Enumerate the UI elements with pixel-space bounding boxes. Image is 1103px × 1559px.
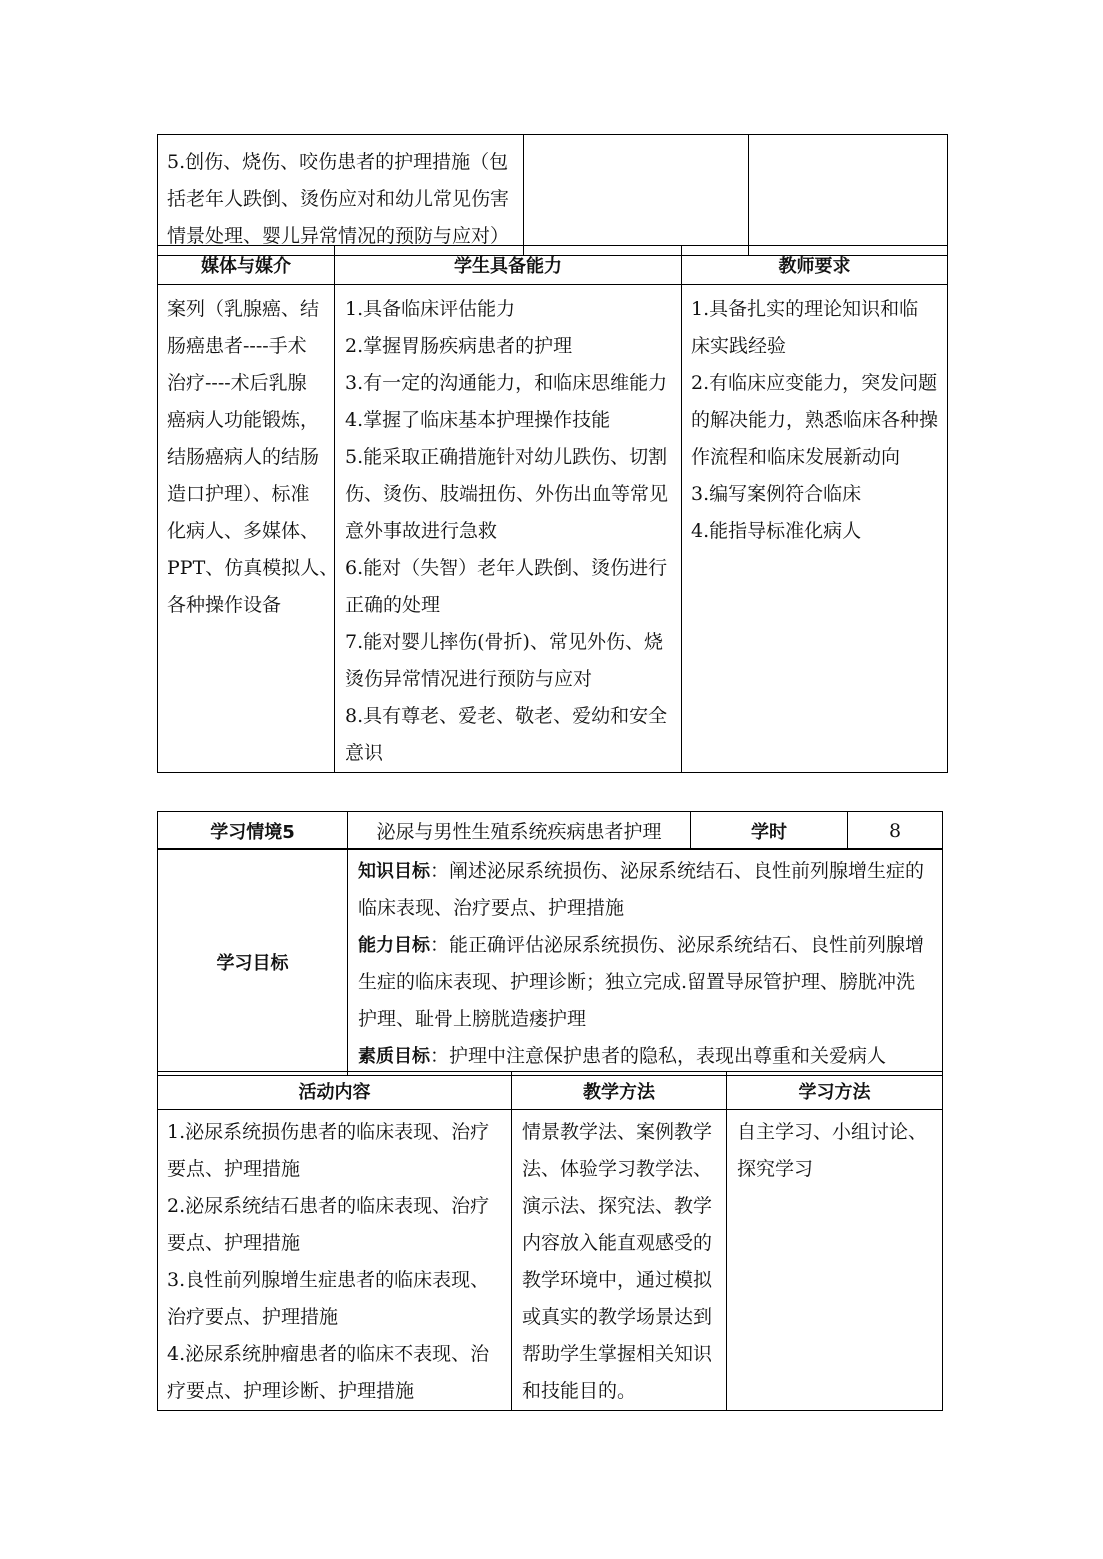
ability-line: 8.具有尊老、爱老、敬老、爱幼和安全 (345, 705, 668, 727)
ability-line: 7.能对婴儿摔伤(骨折)、常见外伤、烧 (345, 631, 663, 653)
ability-line: 2.掌握胃肠疾病患者的护理 (345, 335, 573, 357)
hours-value: 8 (848, 812, 943, 850)
ability-line: 3.有一定的沟通能力，和临床思维能力 (345, 372, 668, 394)
topic-line: 5.创伤、烧伤、咬伤患者的护理措施（包 (167, 151, 509, 173)
teacher-line: 的解决能力，熟悉临床各种操 (691, 409, 939, 431)
ability-line: 6.能对（失智）老年人跌倒、烫伤进行 (345, 557, 668, 579)
media-line: 肠癌患者----手术 (167, 335, 307, 357)
activity-line: 疗要点、护理诊断、护理措施 (167, 1380, 415, 1402)
learning-methods-cell (727, 1110, 943, 1411)
header-student-abilities: 学生具备能力 (335, 246, 682, 285)
quality-objective: 素质目标：护理中注意保护患者的隐私，表现出尊重和关爱病人 (358, 1045, 887, 1067)
media-line: 化病人、多媒体、 (167, 520, 320, 542)
learning-line: 自主学习、小组讨论、 (737, 1121, 928, 1143)
media-line: 造口护理）、标准 (167, 483, 310, 505)
teacher-line: 2.有临床应变能力，突发问题 (691, 372, 938, 394)
teacher-line: 4.能指导标准化病人 (691, 520, 862, 542)
activity-line: 3.良性前列腺增生症患者的临床表现、 (167, 1269, 490, 1291)
header-media: 媒体与媒介 (158, 246, 335, 285)
situation-label: 学习情境5 (158, 812, 348, 850)
knowledge-objective: 知识目标：阐述泌尿系统损伤、泌尿系统结石、良性前列腺增生症的 (358, 860, 925, 882)
ability-line: 正确的处理 (345, 594, 441, 616)
header-teaching-methods: 教学方法 (512, 1072, 727, 1110)
teaching-line: 和技能目的。 (522, 1380, 637, 1402)
teaching-methods-cell (512, 1110, 727, 1411)
activity-line: 要点、护理措施 (167, 1232, 301, 1254)
media-line: 治疗----术后乳腺 (167, 372, 307, 394)
media-line: 癌病人功能锻炼， (167, 409, 320, 431)
empty-cell (749, 135, 948, 256)
teacher-line: 3.编写案例符合临床 (691, 483, 862, 505)
ability-objective: 能力目标：能正确评估泌尿系统损伤、泌尿系统结石、良性前列腺增 (358, 934, 925, 956)
teaching-line: 法、体验学习教学法、 (522, 1158, 713, 1180)
teaching-line: 帮助学生掌握相关知识 (522, 1343, 713, 1365)
teaching-line: 情景教学法、案例教学 (522, 1121, 713, 1143)
activity-line: 2.泌尿系统结石患者的临床表现、治疗 (167, 1195, 490, 1217)
teacher-line: 床实践经验 (691, 335, 787, 357)
table2-objectives (157, 848, 943, 1076)
header-activity-content: 活动内容 (158, 1072, 512, 1110)
teaching-line: 教学环境中，通过模拟 (522, 1269, 713, 1291)
abilities-cell (335, 285, 682, 773)
ability-line: 5.能采取正确措施针对幼儿跌伤、切割 (345, 446, 668, 468)
topic-line: 情景处理、婴儿异常情况的预防与应对） (167, 225, 510, 247)
header-learning-methods: 学习方法 (727, 1072, 943, 1110)
ability-line: 烫伤异常情况进行预防与应对 (345, 668, 593, 690)
ability-line: 伤、烫伤、肢端扭伤、外伤出血等常见 (345, 483, 669, 505)
activity-line: 治疗要点、护理措施 (167, 1306, 339, 1328)
ability-line: 意识 (345, 742, 384, 764)
teacher-line: 作流程和临床发展新动向 (691, 446, 901, 468)
activity-line: 4.泌尿系统肿瘤患者的临床不表现、治 (167, 1343, 490, 1365)
activity-cell (158, 1110, 512, 1411)
teaching-line: 内容放入能直观感受的 (522, 1232, 713, 1254)
media-cell (158, 285, 339, 773)
ability-objective-cont: 护理、耻骨上膀胱造瘘护理 (358, 1008, 587, 1030)
topic-5-cell (158, 135, 524, 256)
hours-label: 学时 (691, 812, 848, 850)
ability-line: 意外事故进行急救 (345, 520, 498, 542)
empty-cell (524, 135, 749, 256)
teaching-line: 或真实的教学场景达到 (522, 1306, 713, 1328)
knowledge-objective-cont: 临床表现、治疗要点、护理措施 (358, 897, 625, 919)
activity-line: 要点、护理措施 (167, 1158, 301, 1180)
ability-line: 4.掌握了临床基本护理操作技能 (345, 409, 611, 431)
table1-main (157, 245, 948, 773)
media-line: PPT、仿真模拟人、 (167, 557, 339, 579)
activity-line: 1.泌尿系统损伤患者的临床表现、治疗 (167, 1121, 490, 1143)
situation-title: 泌尿与男性生殖系统疾病患者护理 (348, 812, 691, 850)
header-teacher-requirements: 教师要求 (682, 246, 948, 285)
learning-line: 探究学习 (737, 1158, 814, 1180)
table2-activities (157, 1071, 943, 1411)
objectives-cell (348, 849, 943, 1076)
table2-header (157, 811, 943, 850)
ability-objective-cont: 生症的临床表现、护理诊断；独立完成.留置导尿管护理、膀胱冲洗 (358, 971, 916, 993)
teacher-requirements-cell (682, 285, 948, 773)
objectives-label: 学习目标 (158, 849, 348, 1076)
media-line: 结肠癌病人的结肠 (167, 446, 320, 468)
table1-top-row (157, 134, 948, 256)
media-line: 案列（乳腺癌、结 (167, 298, 320, 320)
teacher-line: 1.具备扎实的理论知识和临 (691, 298, 919, 320)
teaching-line: 演示法、探究法、教学 (522, 1195, 713, 1217)
topic-line: 括老年人跌倒、烫伤应对和幼儿常见伤害 (167, 188, 510, 210)
ability-line: 1.具备临床评估能力 (345, 298, 516, 320)
media-line: 各种操作设备 (167, 594, 282, 616)
